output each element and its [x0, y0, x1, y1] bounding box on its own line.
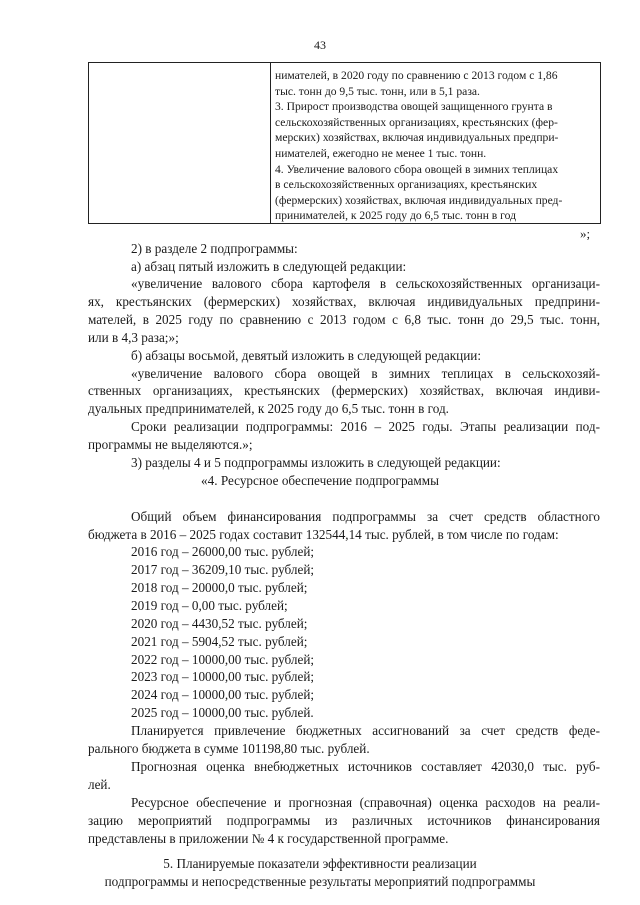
table-line: 4. Увеличение валового сбора овощей в зимних теплицах — [275, 162, 559, 176]
closing-quote: »; — [580, 226, 591, 241]
table-line: (фермерских) хозяйствах, включая индивидуальных пред- — [275, 193, 563, 207]
table-line: принимателей, к 2025 году до 6,5 тыс. тонн в год — [275, 209, 517, 223]
extrabudget-line: Прогнозная оценка внебюджетных источников составляет 42030,0 тыс. руб- — [131, 759, 600, 774]
item-3: 3) разделы 4 и 5 подпрограммы изложить в следующей редакции: — [131, 455, 501, 470]
quote2-line: «увеличение валового сбора овощей в зимних теплицах в сельскохозяй- — [131, 366, 600, 381]
item-2: 2) в разделе 2 подпрограммы: — [131, 241, 298, 256]
quote1-line: или в 4,3 раза;»; — [88, 330, 179, 345]
year-line: 2016 год – 26000,00 тыс. рублей; — [131, 544, 315, 559]
table-line: тыс. тонн до 9,5 тыс. тонн, или в 5,1 раза. — [275, 84, 480, 98]
continuation-table — [88, 62, 601, 224]
table-left-cell — [89, 63, 271, 223]
section-5-title: 5. Планируемые показатели эффективности реализации — [163, 856, 477, 871]
terms-line: Сроки реализации подпрограммы: 2016 – 2025 годы. Этапы реализации под- — [131, 419, 600, 434]
extrabudget-line: лей. — [88, 777, 111, 792]
year-line: 2019 год – 0,00 тыс. рублей; — [131, 598, 288, 613]
table-line: в сельскохозяйственных организациях, крестьянских — [275, 178, 538, 192]
year-line: 2022 год – 10000,00 тыс. рублей; — [131, 652, 315, 667]
section-5-title: подпрограммы и непосредственные результаты мероприятий подпрограммы — [104, 874, 536, 889]
resource-line: представлены в приложении № 4 к государственной программе. — [88, 831, 449, 846]
quote1-line: мателей, в 2025 году по сравнению с 2013 годом с 6,8 тыс. тонн до 29,5 тыс. тонн, — [88, 312, 600, 327]
funding-intro-line: Общий объем финансирования подпрограммы за счет средств областного — [131, 509, 600, 524]
page-number: 43 — [314, 38, 326, 52]
item-2b: б) абзацы восьмой, девятый изложить в следующей редакции: — [131, 348, 482, 363]
year-line: 2017 год – 36209,10 тыс. рублей; — [131, 562, 315, 577]
year-line: 2018 год – 20000,0 тыс. рублей; — [131, 580, 308, 595]
quote2-line: дуальных предпринимателей, к 2025 году до 6,5 тыс. тонн в год. — [88, 401, 449, 416]
year-line: 2023 год – 10000,00 тыс. рублей; — [131, 669, 315, 684]
quote1-line: «увеличение валового сбора картофеля в сельскохозяйственных организаци- — [131, 276, 600, 291]
year-line: 2020 год – 4430,52 тыс. рублей; — [131, 616, 308, 631]
federal-line: рального бюджета в сумме 101198,80 тыс. рублей. — [88, 741, 370, 756]
terms-line: программы не выделяются.»; — [88, 437, 253, 452]
table-right-cell — [275, 68, 597, 224]
federal-line: Планируется привлечение бюджетных ассигнований за счет средств феде- — [131, 723, 600, 738]
funding-intro-line: бюджета в 2016 – 2025 годах составит 132544,14 тыс. рублей, в том числе по годам: — [88, 527, 559, 542]
year-line: 2021 год – 5904,52 тыс. рублей; — [131, 634, 308, 649]
quote1-line: ях, крестьянских (фермерских) хозяйствах, включая индивидуальных предприни- — [88, 294, 600, 309]
table-line: нимателей, в 2020 году по сравнению с 2013 годом с 1,86 — [275, 69, 558, 82]
table-line: 3. Прирост производства овощей защищенного грунта в — [275, 100, 553, 114]
section-4-title: «4. Ресурсное обеспечение подпрограммы — [201, 473, 439, 488]
resource-line: зацию мероприятий подпрограммы из различных источников финансирования — [88, 813, 600, 828]
table-line: нимателей, ежегодно не менее 1 тыс. тонн. — [275, 146, 487, 160]
resource-line: Ресурсное обеспечение и прогнозная (справочная) оценка расходов на реали- — [131, 795, 600, 810]
quote2-line: ственных организациях, крестьянских (фермерских) хозяйствах, включая индиви- — [88, 383, 600, 398]
year-line: 2024 год – 10000,00 тыс. рублей; — [131, 687, 315, 702]
year-line: 2025 год – 10000,00 тыс. рублей. — [131, 705, 314, 720]
item-2a: а) абзац пятый изложить в следующей редакции: — [131, 259, 407, 274]
table-line: мерских) хозяйствах, включая индивидуальных предпри- — [275, 131, 559, 145]
table-line: сельскохозяйственных организациях, крестьянских (фер- — [275, 115, 558, 129]
